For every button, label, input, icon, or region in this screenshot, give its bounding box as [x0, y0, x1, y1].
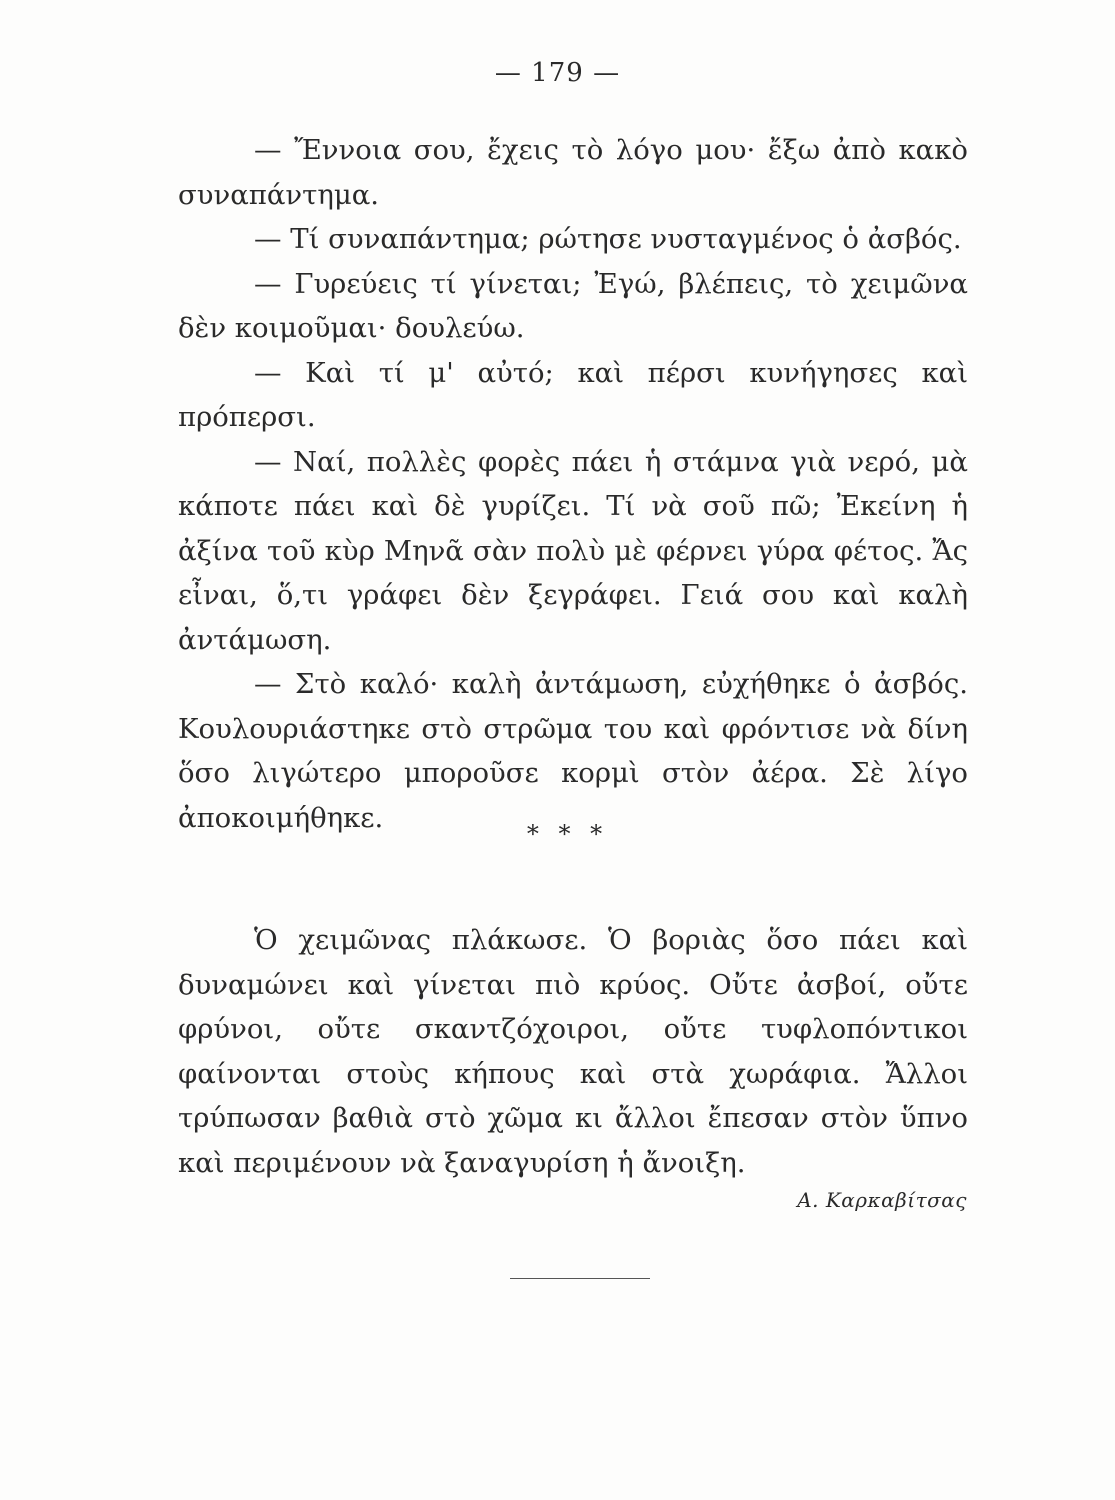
- paragraph: — Στὸ καλό· καλὴ ἀντάμωση, εὐχήθηκε ὁ ἀσβός. Κουλουριάστηκε στὸ στρῶμα του καὶ φρόντισε νὰ δίνη ὅσο λιγώτερο μποροῦσε κορμὶ στὸν ἀέρα. Σὲ λίγο ἀποκοιμήθηκε.: [178, 668, 968, 834]
- closing-text-block: [178, 918, 968, 1185]
- paragraph: — Γυρεύεις τί γίνεται; Ἐγώ, βλέπεις, τὸ χειμῶνα δὲν κοιμοῦμαι· δουλεύω.: [178, 267, 968, 344]
- paragraph: — Ἔννοια σου, ἔχεις τὸ λόγο μου· ἔξω ἀπὸ κακὸ συναπάντημα.: [178, 134, 968, 211]
- end-rule: [510, 1278, 650, 1279]
- author-signature: Α. Καρκαβίτσας: [797, 1188, 967, 1212]
- paragraph: — Ναί, πολλὲς φορὲς πάει ἡ στάμνα γιὰ νερό, μὰ κάποτε πάει καὶ δὲ γυρίζει. Τί νὰ σοῦ πῶ; Ἐκείνη ἡ ἀξίνα τοῦ κὺρ Μηνᾶ σὰν πολὺ μὲ φέρνει γύρα φέτος. Ἄς εἶναι, ὅ,τι γράφει δὲν ξεγράφει. Γειά σου καὶ καλὴ ἀντάμωση.: [178, 445, 968, 656]
- page-number: — 179 —: [494, 58, 621, 88]
- paragraph: — Τί συναπάντημα; ρώτησε νυσταγμένος ὁ ἀσβός.: [254, 223, 962, 255]
- section-separator: * * *: [526, 820, 609, 848]
- closing-paragraph: Ὁ χειμῶνας πλάκωσε. Ὁ βοριὰς ὅσο πάει καὶ δυναμώνει καὶ γίνεται πιὸ κρύος. Οὔτε ἀσβοί, οὔτε φρύνοι, οὔτε σκαντζόχοιροι, οὔτε τυφλοπόντικοι φαίνονται στοὺς κήπους καὶ στὰ χωράφια. Ἄλλοι τρύπωσαν βαθιὰ στὸ χῶμα κι ἄλλοι ἔπεσαν στὸν ὕπνο καὶ περιμένουν νὰ ξαναγυρίση ἡ ἄνοιξη.: [178, 924, 968, 1179]
- paragraph: — Καὶ τί μ' αὐτό; καὶ πέρσι κυνήγησες καὶ πρόπερσι.: [178, 356, 968, 433]
- dialogue-text-block: [178, 128, 968, 840]
